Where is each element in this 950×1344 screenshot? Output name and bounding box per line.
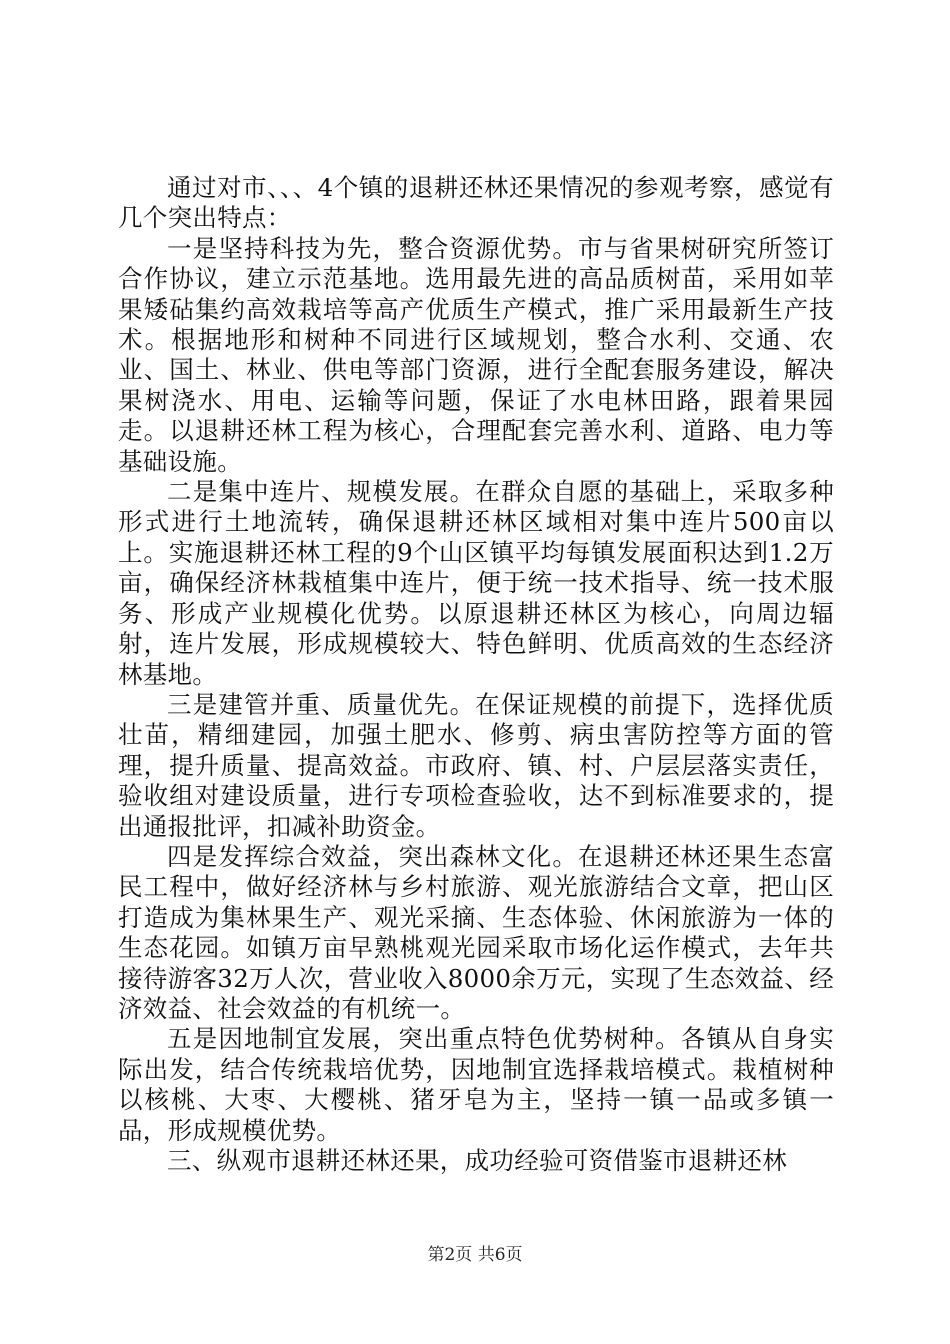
paragraph-point-3: 三是建管并重、质量优先。在保证规模的前提下，选择优质壮苗，精细建园，加强土肥水、修剪、病虫害防控等方面的管理，提升质量、提高效益。市政府、镇、村、户层层落实责任，验收组对建设质量，进行专项检查验收，达不到标准要求的，提出通报批评，扣减补助资金。 [118, 689, 834, 841]
paragraph-point-1: 一是坚持科技为先，整合资源优势。市与省果树研究所签订合作协议，建立示范基地。选用最先进的高品质树苗，采用如苹果矮砧集约高效栽培等高产优质生产模式，推广采用最新生产技术。根据地形和树种不同进行区域规划，整合水利、交通、农业、国土、林业、供电等部门资源，进行全配套服务建设，解决果树浇水、用电、运输等问题，保证了水电林田路，跟着果园走。以退耕还林工程为核心，合理配套完善水利、道路、电力等基础设施。 [118, 233, 834, 476]
paragraph-section-3: 三、纵观市退耕还林还果，成功经验可资借鉴市退耕还林 [167, 1146, 787, 1175]
paragraph-point-4: 四是发挥综合效益，突出森林文化。在退耕还林还果生态富民工程中，做好经济林与乡村旅游、观光旅游结合文章，把山区打造成为集林果生产、观光采摘、生态体验、休闲旅游为一体的生态花园。如镇万亩早熟桃观光园采取市场化运作模式，去年共接待游客32万人次，营业收入8000余万元，实现了生态效益、经济效益、社会效益的有机统一。 [118, 841, 834, 1023]
paragraph-intro: 通过对市、、、4个镇的退耕还林还果情况的参观考察，感觉有几个突出特点： [118, 173, 834, 233]
document-body [118, 173, 834, 1176]
page-number-footer: 第2页 共6页 [427, 1245, 523, 1265]
paragraph-point-2: 二是集中连片、规模发展。在群众自愿的基础上，采取多种形式进行土地流转，确保退耕还林区域相对集中连片500亩以上。实施退耕还林工程的9个山区镇平均每镇发展面积达到1.2万亩，确保经济林栽植集中连片，便于统一技术指导、统一技术服务、形成产业规模化优势。以原退耕还林区为核心，向周边辐射，连片发展，形成规模较大、特色鲜明、优质高效的生态经济林基地。 [118, 477, 834, 689]
paragraph-point-5: 五是因地制宜发展，突出重点特色优势树种。各镇从自身实际出发，结合传统栽培优势，因地制宜选择栽培模式。栽植树种以核桃、大枣、大樱桃、猪牙皂为主，坚持一镇一品或多镇一品，形成规模优势。 [118, 1024, 834, 1145]
